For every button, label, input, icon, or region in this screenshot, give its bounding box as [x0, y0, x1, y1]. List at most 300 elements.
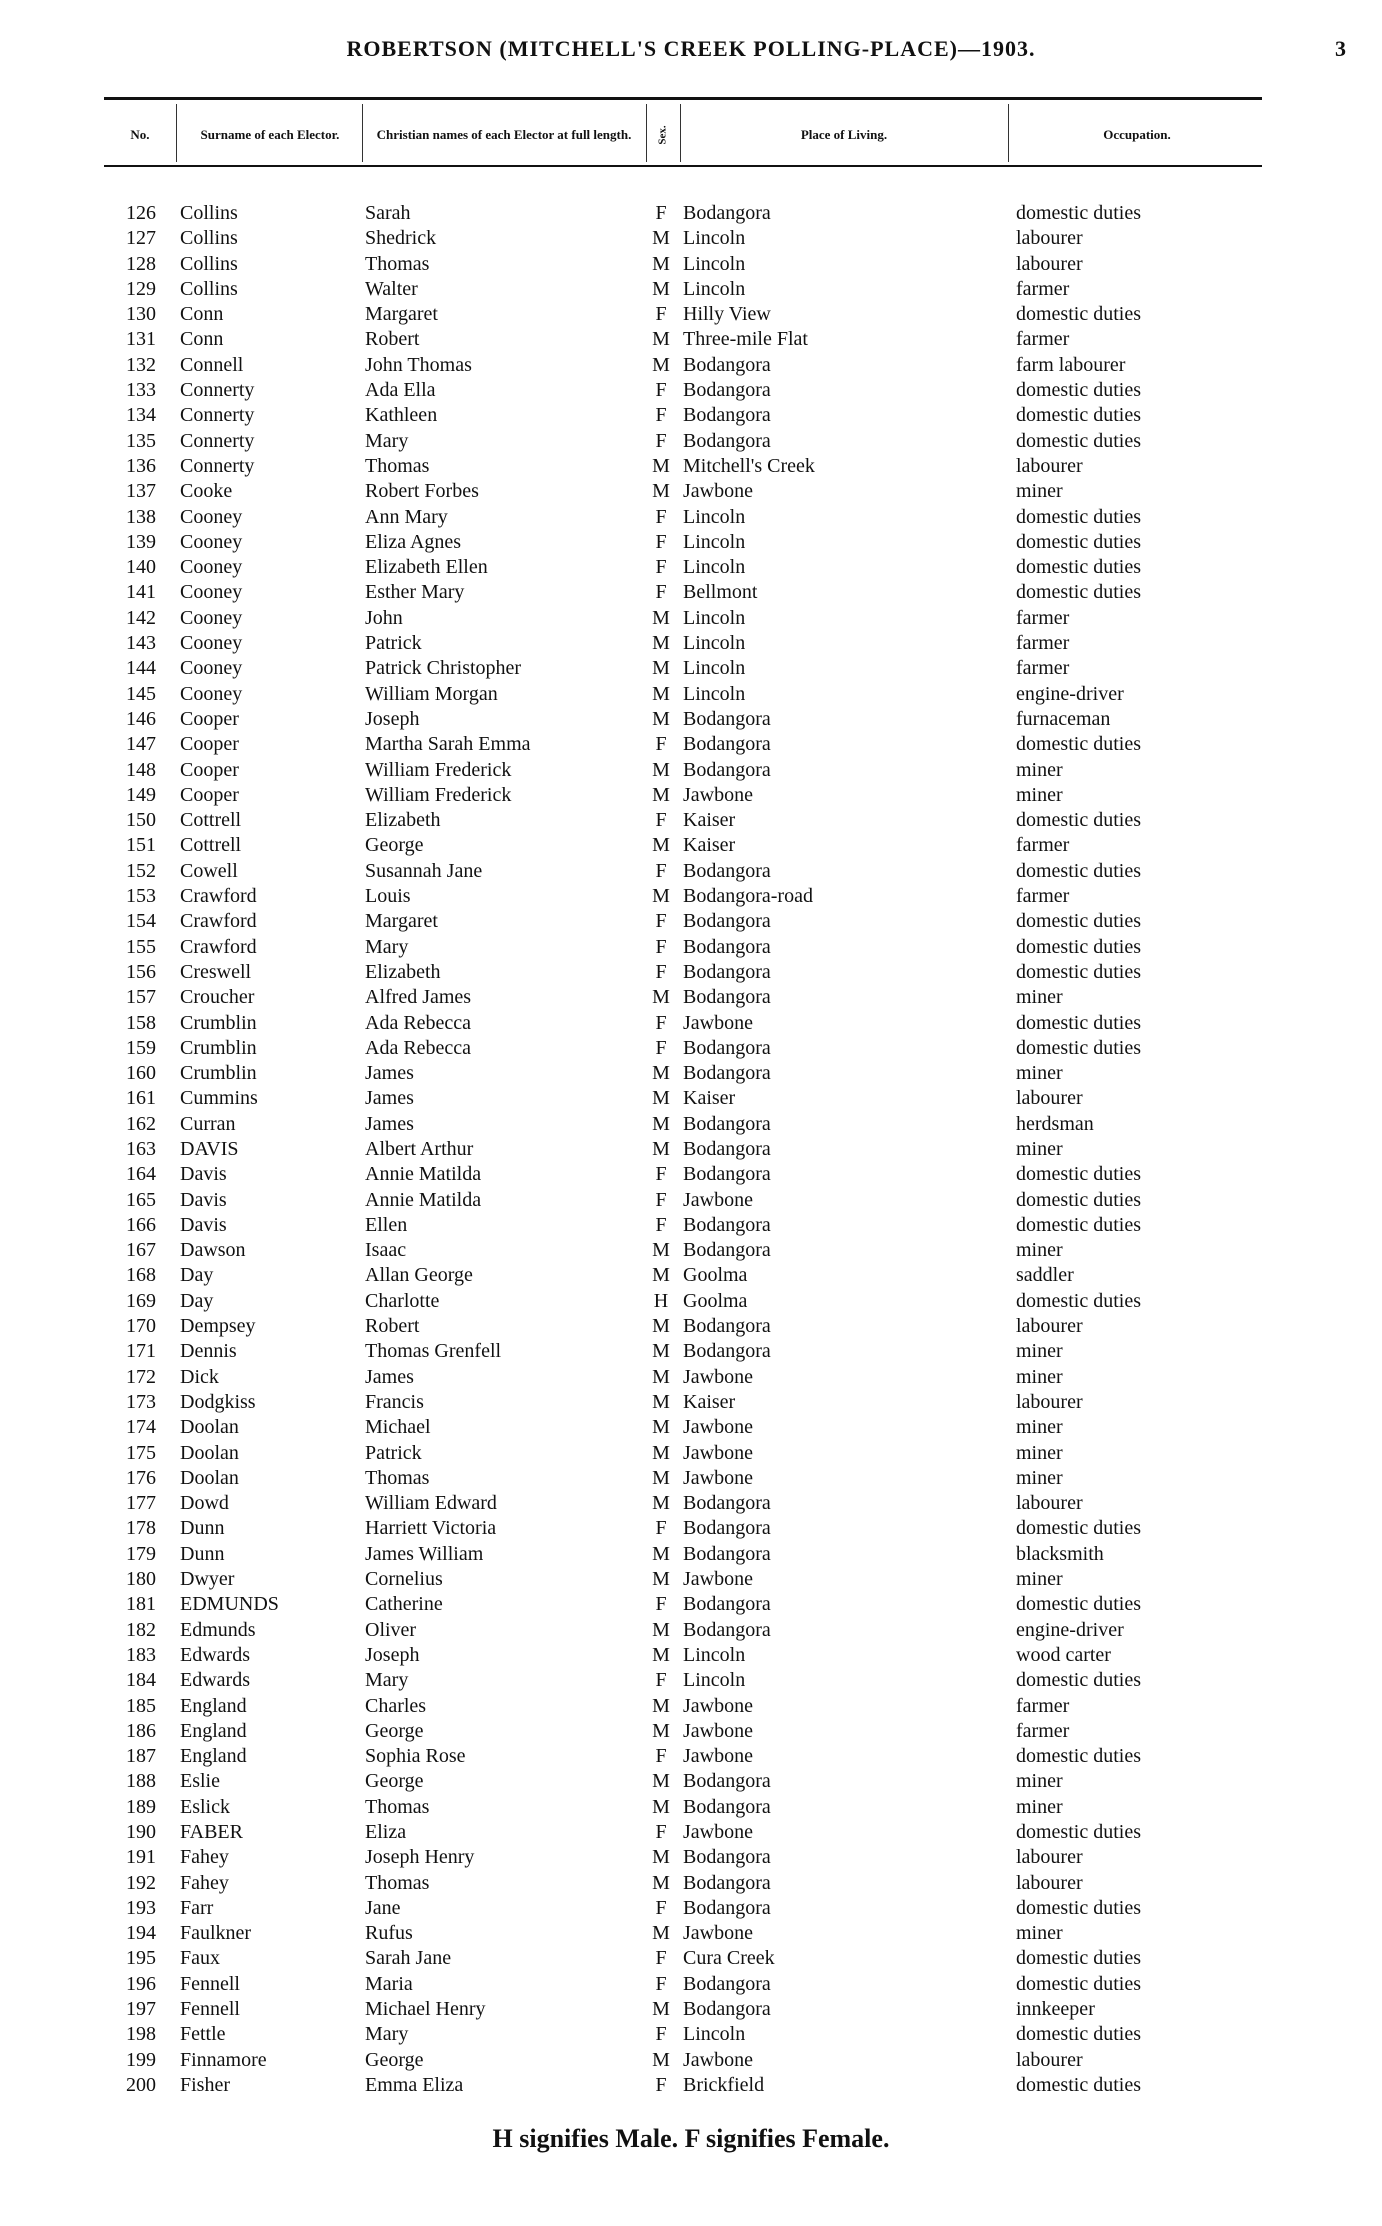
elector-number: 190: [126, 1821, 156, 1843]
elector-sex: M: [652, 328, 670, 351]
elector-surname: Cooper: [180, 733, 239, 756]
table-row: [0, 580, 1382, 605]
elector-christian-names: Francis: [365, 1390, 424, 1413]
elector-occupation: miner: [1016, 1416, 1063, 1439]
elector-occupation: domestic duties: [1016, 404, 1141, 427]
elector-occupation: domestic duties: [1016, 303, 1141, 326]
elector-surname: Collins: [180, 202, 238, 224]
elector-sex: F: [655, 910, 667, 933]
elector-place-of-living: Bodangora: [683, 935, 771, 958]
elector-occupation: labourer: [1016, 1390, 1083, 1413]
elector-place-of-living: Lincoln: [683, 505, 746, 528]
elector-occupation: engine-driver: [1016, 1618, 1124, 1641]
elector-christian-names: Margaret: [365, 303, 438, 326]
elector-sex: M: [652, 1441, 670, 1464]
elector-place-of-living: Goolma: [683, 1289, 748, 1312]
elector-place-of-living: Bodangora: [683, 1137, 771, 1160]
elector-christian-names: Albert Arthur: [365, 1137, 474, 1160]
elector-occupation: miner: [1016, 783, 1063, 806]
elector-christian-names: Ann Mary: [365, 505, 448, 528]
elector-christian-names: William Frederick: [365, 758, 512, 781]
elector-sex: F: [655, 935, 667, 958]
elector-place-of-living: Jawbone: [683, 2048, 753, 2071]
elector-christian-names: William Edward: [365, 1492, 497, 1515]
table-row: [0, 1896, 1382, 1921]
elector-sex: M: [652, 657, 670, 680]
elector-occupation: domestic duties: [1016, 1517, 1141, 1540]
elector-place-of-living: Jawbone: [683, 480, 753, 503]
elector-sex: M: [652, 1846, 670, 1869]
table-row: [0, 732, 1382, 757]
elector-number: 163: [126, 1137, 156, 1160]
elector-sex: F: [655, 1213, 667, 1236]
elector-sex: M: [652, 227, 670, 250]
table-row: [0, 1061, 1382, 1086]
elector-surname: DAVIS: [180, 1137, 239, 1160]
electors-list: [0, 201, 1382, 2098]
elector-surname: Day: [180, 1264, 214, 1287]
elector-number: 148: [126, 758, 156, 781]
table-row: [0, 985, 1382, 1010]
page-title: ROBERTSON (MITCHELL'S CREEK POLLING-PLACE)—1903.: [346, 36, 1036, 61]
table-row: [0, 1769, 1382, 1794]
elector-occupation: domestic duties: [1016, 1036, 1141, 1059]
table-row: [0, 656, 1382, 681]
elector-christian-names: Esther Mary: [365, 581, 465, 604]
elector-christian-names: Mary: [365, 429, 409, 452]
elector-place-of-living: Hilly View: [683, 303, 771, 326]
elector-number: 128: [126, 252, 156, 275]
elector-place-of-living: Bodangora: [683, 1972, 771, 1995]
elector-christian-names: Margaret: [365, 910, 438, 933]
elector-christian-names: Joseph: [365, 707, 420, 730]
elector-christian-names: Sarah Jane: [365, 1947, 452, 1970]
elector-surname: Doolan: [180, 1416, 239, 1439]
elector-surname: Faux: [180, 1947, 220, 1970]
elector-surname: Conn: [180, 328, 224, 351]
elector-place-of-living: Bodangora: [683, 859, 771, 882]
elector-occupation: farmer: [1016, 277, 1070, 300]
elector-place-of-living: Bodangora: [683, 379, 771, 402]
elector-occupation: labourer: [1016, 1087, 1083, 1110]
elector-occupation: labourer: [1016, 1871, 1083, 1894]
elector-christian-names: Cornelius: [365, 1568, 443, 1591]
table-row: [0, 479, 1382, 504]
elector-christian-names: Charles: [365, 1694, 427, 1717]
elector-surname: Dempsey: [180, 1315, 256, 1338]
elector-place-of-living: Jawbone: [683, 1922, 753, 1945]
elector-occupation: miner: [1016, 986, 1063, 1009]
elector-sex: F: [655, 809, 667, 832]
elector-place-of-living: Jawbone: [683, 1821, 753, 1843]
elector-christian-names: Ada Rebecca: [365, 1036, 472, 1059]
elector-surname: Cooney: [180, 530, 243, 553]
elector-number: 199: [126, 2048, 156, 2071]
elector-christian-names: Thomas: [365, 252, 430, 275]
elector-christian-names: Mary: [365, 935, 409, 958]
elector-christian-names: Michael Henry: [365, 1998, 486, 2021]
elector-christian-names: John Thomas: [365, 353, 472, 376]
elector-sex: F: [655, 1593, 667, 1616]
elector-occupation: domestic duties: [1016, 1821, 1141, 1843]
elector-sex: M: [652, 252, 670, 275]
elector-occupation: miner: [1016, 1795, 1063, 1818]
elector-place-of-living: Lincoln: [683, 657, 746, 680]
elector-number: 176: [126, 1466, 156, 1489]
elector-occupation: farmer: [1016, 632, 1070, 655]
table-row: [0, 454, 1382, 479]
elector-occupation: domestic duties: [1016, 733, 1141, 756]
elector-occupation: domestic duties: [1016, 1896, 1141, 1919]
elector-place-of-living: Bodangora: [683, 1618, 771, 1641]
elector-number: 154: [126, 910, 156, 933]
elector-number: 131: [126, 328, 156, 351]
elector-occupation: domestic duties: [1016, 1011, 1141, 1034]
elector-place-of-living: Lincoln: [683, 606, 746, 629]
elector-christian-names: Rufus: [365, 1922, 413, 1945]
elector-number: 129: [126, 277, 156, 300]
elector-christian-names: Allan George: [365, 1264, 473, 1287]
elector-christian-names: William Morgan: [365, 682, 498, 705]
elector-surname: Cooney: [180, 632, 243, 655]
elector-sex: M: [652, 606, 670, 629]
elector-occupation: miner: [1016, 1922, 1063, 1945]
elector-number: 147: [126, 733, 156, 756]
elector-number: 200: [126, 2073, 156, 2096]
elector-surname: Farr: [180, 1896, 214, 1919]
table-row: [0, 1694, 1382, 1719]
table-row: [0, 808, 1382, 833]
elector-surname: Faulkner: [180, 1922, 252, 1945]
elector-occupation: domestic duties: [1016, 859, 1141, 882]
elector-christian-names: George: [365, 834, 424, 857]
elector-occupation: domestic duties: [1016, 581, 1141, 604]
elector-occupation: wood carter: [1016, 1643, 1111, 1666]
elector-number: 161: [126, 1087, 156, 1110]
elector-number: 169: [126, 1289, 156, 1312]
elector-christian-names: Thomas: [365, 454, 430, 477]
elector-place-of-living: Cura Creek: [683, 1947, 775, 1970]
elector-place-of-living: Jawbone: [683, 1441, 753, 1464]
elector-number: 178: [126, 1517, 156, 1540]
elector-christian-names: James: [365, 1087, 414, 1110]
table-row: [0, 1516, 1382, 1541]
elector-number: 192: [126, 1871, 156, 1894]
elector-sex: M: [652, 632, 670, 655]
elector-sex: M: [652, 758, 670, 781]
elector-sex: M: [652, 1315, 670, 1338]
elector-place-of-living: Jawbone: [683, 1719, 753, 1742]
elector-christian-names: Elizabeth: [365, 809, 441, 832]
elector-surname: Eslick: [180, 1795, 230, 1818]
elector-surname: Cummins: [180, 1087, 258, 1110]
elector-surname: Davis: [180, 1188, 227, 1211]
elector-sex: F: [655, 581, 667, 604]
elector-place-of-living: Jawbone: [683, 1568, 753, 1591]
table-row: [0, 682, 1382, 707]
elector-sex: M: [652, 1264, 670, 1287]
table-row: [0, 1365, 1382, 1390]
elector-christian-names: James: [365, 1112, 414, 1135]
elector-number: 152: [126, 859, 156, 882]
elector-number: 171: [126, 1340, 156, 1363]
elector-sex: M: [652, 834, 670, 857]
table-row: [0, 1011, 1382, 1036]
elector-sex: M: [652, 1542, 670, 1565]
elector-place-of-living: Jawbone: [683, 1011, 753, 1034]
table-row: [0, 1238, 1382, 1263]
elector-surname: Crawford: [180, 910, 257, 933]
elector-christian-names: Elizabeth Ellen: [365, 556, 488, 579]
elector-surname: Dawson: [180, 1239, 246, 1262]
elector-christian-names: Harriett Victoria: [365, 1517, 497, 1540]
elector-number: 153: [126, 885, 156, 908]
elector-number: 155: [126, 935, 156, 958]
elector-surname: Dodgkiss: [180, 1390, 256, 1413]
elector-sex: F: [655, 379, 667, 402]
elector-surname: Cooper: [180, 783, 239, 806]
elector-number: 170: [126, 1315, 156, 1338]
elector-occupation: labourer: [1016, 454, 1083, 477]
elector-occupation: farmer: [1016, 1694, 1070, 1717]
elector-place-of-living: Bodangora: [683, 960, 771, 983]
elector-surname: Cooney: [180, 682, 243, 705]
elector-occupation: saddler: [1016, 1264, 1074, 1287]
elector-surname: Cooney: [180, 606, 243, 629]
elector-number: 194: [126, 1922, 156, 1945]
elector-surname: Connerty: [180, 404, 255, 427]
elector-occupation: miner: [1016, 758, 1063, 781]
elector-number: 143: [126, 632, 156, 655]
elector-sex: M: [652, 353, 670, 376]
column-divider: [1008, 104, 1009, 162]
elector-surname: Connerty: [180, 429, 255, 452]
elector-place-of-living: Bodangora: [683, 404, 771, 427]
elector-christian-names: Michael: [365, 1416, 431, 1439]
elector-surname: Connerty: [180, 379, 255, 402]
column-header-christian-names: Christian names of each Elector at full length.: [376, 127, 632, 142]
elector-christian-names: Thomas: [365, 1466, 430, 1489]
elector-surname: Cowell: [180, 859, 238, 882]
elector-occupation: farmer: [1016, 834, 1070, 857]
elector-sex: M: [652, 1618, 670, 1641]
elector-christian-names: Susannah Jane: [365, 859, 483, 882]
elector-surname: England: [180, 1694, 247, 1717]
elector-place-of-living: Jawbone: [683, 1694, 753, 1717]
elector-number: 173: [126, 1390, 156, 1413]
elector-sex: M: [652, 986, 670, 1009]
elector-surname: Fettle: [180, 2023, 226, 2046]
elector-surname: Fennell: [180, 1972, 240, 1995]
elector-occupation: miner: [1016, 1239, 1063, 1262]
elector-occupation: labourer: [1016, 2048, 1083, 2071]
page-number: 3: [1335, 36, 1346, 61]
elector-place-of-living: Bodangora: [683, 758, 771, 781]
sex-legend: H signifies Male. F signifies Female.: [492, 2124, 890, 2153]
table-row: [0, 1795, 1382, 1820]
elector-sex: M: [652, 682, 670, 705]
table-row: [0, 1162, 1382, 1187]
elector-surname: Crawford: [180, 935, 257, 958]
elector-christian-names: John: [365, 606, 403, 629]
elector-sex: M: [652, 1062, 670, 1085]
elector-christian-names: Eliza Agnes: [365, 530, 462, 553]
elector-christian-names: Annie Matilda: [365, 1188, 482, 1211]
elector-surname: Dwyer: [180, 1568, 235, 1591]
elector-sex: M: [652, 1795, 670, 1818]
elector-occupation: domestic duties: [1016, 1947, 1141, 1970]
elector-place-of-living: Bodangora: [683, 1593, 771, 1616]
elector-occupation: labourer: [1016, 227, 1083, 250]
elector-occupation: labourer: [1016, 252, 1083, 275]
table-row: [0, 1314, 1382, 1339]
elector-christian-names: Shedrick: [365, 227, 437, 250]
elector-number: 138: [126, 505, 156, 528]
elector-surname: Cooney: [180, 556, 243, 579]
elector-place-of-living: Goolma: [683, 1264, 748, 1287]
elector-place-of-living: Bodangora: [683, 1239, 771, 1262]
elector-occupation: domestic duties: [1016, 429, 1141, 452]
elector-sex: M: [652, 1694, 670, 1717]
elector-christian-names: Oliver: [365, 1618, 417, 1641]
elector-christian-names: William Frederick: [365, 783, 512, 806]
elector-surname: Finnamore: [180, 2048, 267, 2071]
elector-surname: Edwards: [180, 1643, 250, 1666]
table-row: [0, 935, 1382, 960]
elector-sex: F: [655, 202, 667, 224]
elector-number: 149: [126, 783, 156, 806]
elector-surname: Doolan: [180, 1466, 239, 1489]
elector-christian-names: James: [365, 1365, 414, 1388]
elector-christian-names: Maria: [365, 1972, 413, 1995]
elector-place-of-living: Bodangora: [683, 1112, 771, 1135]
elector-surname: Day: [180, 1289, 214, 1312]
elector-christian-names: Thomas: [365, 1795, 430, 1818]
elector-place-of-living: Kaiser: [683, 1087, 736, 1110]
elector-place-of-living: Lincoln: [683, 556, 746, 579]
elector-place-of-living: Bodangora: [683, 1871, 771, 1894]
elector-sex: F: [655, 303, 667, 326]
elector-surname: Cooney: [180, 657, 243, 680]
table-row: [0, 530, 1382, 555]
elector-sex: F: [655, 960, 667, 983]
elector-number: 198: [126, 2023, 156, 2046]
elector-number: 196: [126, 1972, 156, 1995]
elector-occupation: farm labourer: [1016, 353, 1126, 376]
elector-occupation: miner: [1016, 1770, 1063, 1793]
elector-number: 156: [126, 960, 156, 983]
elector-number: 197: [126, 1998, 156, 2021]
table-row: [0, 1441, 1382, 1466]
elector-place-of-living: Lincoln: [683, 1669, 746, 1692]
elector-christian-names: Eliza: [365, 1821, 407, 1843]
elector-surname: England: [180, 1745, 247, 1768]
table-row: [0, 1390, 1382, 1415]
elector-number: 130: [126, 303, 156, 326]
elector-occupation: domestic duties: [1016, 809, 1141, 832]
elector-occupation: domestic duties: [1016, 1593, 1141, 1616]
elector-sex: F: [655, 1011, 667, 1034]
elector-surname: Edmunds: [180, 1618, 256, 1641]
elector-place-of-living: Lincoln: [683, 1643, 746, 1666]
elector-christian-names: Ada Ella: [365, 379, 436, 402]
table-row: [0, 302, 1382, 327]
table-row: [0, 1491, 1382, 1516]
elector-sex: F: [655, 1972, 667, 1995]
elector-surname: Davis: [180, 1213, 227, 1236]
column-header-sex: [648, 110, 678, 160]
elector-surname: Fahey: [180, 1871, 229, 1894]
elector-surname: Collins: [180, 252, 238, 275]
table-row: [0, 1036, 1382, 1061]
elector-occupation: miner: [1016, 1365, 1063, 1388]
elector-place-of-living: Bodangora: [683, 1492, 771, 1515]
table-row: [0, 1744, 1382, 1769]
table-row: [0, 201, 1382, 226]
elector-christian-names: Patrick Christopher: [365, 657, 522, 680]
table-row: [0, 1542, 1382, 1567]
table-row: [0, 277, 1382, 302]
elector-sex: F: [655, 859, 667, 882]
elector-number: 139: [126, 530, 156, 553]
elector-sex: F: [655, 404, 667, 427]
elector-occupation: herdsman: [1016, 1112, 1094, 1135]
elector-surname: Fennell: [180, 1998, 240, 2021]
elector-sex: F: [655, 2023, 667, 2046]
elector-christian-names: Sophia Rose: [365, 1745, 466, 1768]
elector-surname: Dowd: [180, 1492, 229, 1515]
elector-christian-names: Mary: [365, 1669, 409, 1692]
column-header-no: No.: [130, 127, 150, 142]
elector-christian-names: Sarah: [365, 202, 411, 224]
elector-sex: M: [652, 1998, 670, 2021]
elector-sex: F: [655, 2073, 667, 2096]
elector-place-of-living: Bodangora: [683, 1036, 771, 1059]
elector-number: 150: [126, 809, 156, 832]
elector-occupation: engine-driver: [1016, 682, 1124, 705]
table-row: [0, 2073, 1382, 2098]
elector-place-of-living: Jawbone: [683, 783, 753, 806]
elector-sex: M: [652, 783, 670, 806]
elector-surname: Crumblin: [180, 1011, 257, 1034]
elector-surname: Fahey: [180, 1846, 229, 1869]
elector-occupation: miner: [1016, 1340, 1063, 1363]
elector-occupation: domestic duties: [1016, 505, 1141, 528]
table-row: [0, 758, 1382, 783]
elector-place-of-living: Kaiser: [683, 809, 736, 832]
elector-place-of-living: Bodangora: [683, 202, 771, 224]
elector-number: 166: [126, 1213, 156, 1236]
elector-place-of-living: Jawbone: [683, 1365, 753, 1388]
elector-occupation: miner: [1016, 1062, 1063, 1085]
elector-surname: Creswell: [180, 960, 252, 983]
elector-sex: M: [652, 1719, 670, 1742]
elector-christian-names: Isaac: [365, 1239, 407, 1262]
elector-surname: Fisher: [180, 2073, 230, 2096]
elector-place-of-living: Bodangora: [683, 1896, 771, 1919]
elector-sex: F: [655, 1947, 667, 1970]
table-row: [0, 2022, 1382, 2047]
elector-sex: M: [652, 1492, 670, 1515]
elector-sex: M: [652, 1643, 670, 1666]
elector-number: 157: [126, 986, 156, 1009]
table-row: [0, 1137, 1382, 1162]
elector-number: 168: [126, 1264, 156, 1287]
elector-occupation: domestic duties: [1016, 556, 1141, 579]
elector-occupation: labourer: [1016, 1315, 1083, 1338]
elector-sex: M: [652, 1112, 670, 1135]
elector-christian-names: George: [365, 1719, 424, 1742]
